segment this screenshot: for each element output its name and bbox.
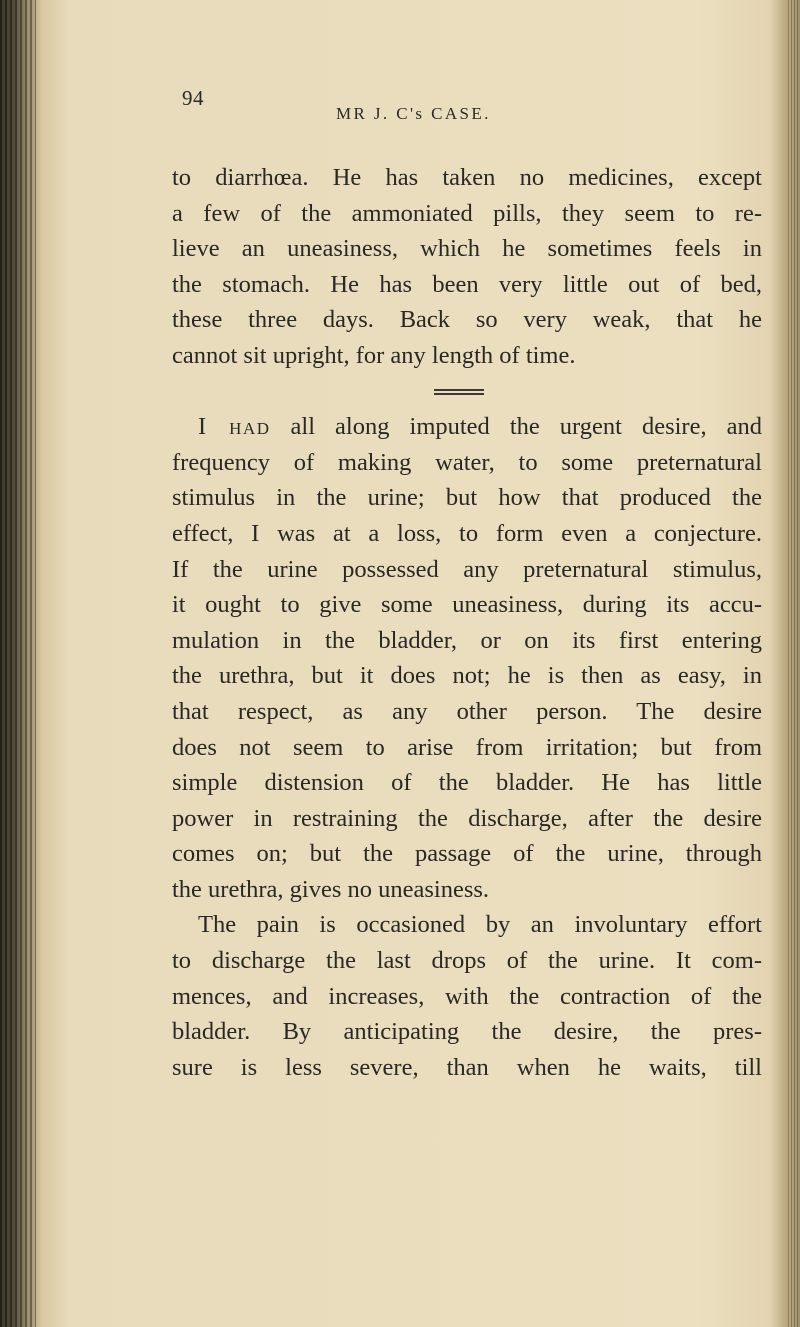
page-header [0, 78, 800, 128]
text-line: a few of the ammoniated pills, they seem to re- [172, 199, 762, 227]
text-line: frequency of making water, to some preternatural [172, 448, 762, 476]
running-head: MR J. C's CASE. [336, 104, 491, 123]
page-fore-edge [788, 0, 800, 1327]
text-line: mences, and increases, with the contraction of the [172, 982, 762, 1010]
paragraph-1 [172, 160, 762, 374]
text-line: cannot sit upright, for any length of time. [172, 341, 576, 369]
text-line: to discharge the last drops of the urine. It com- [172, 947, 762, 975]
text-line: stimulus in the urine; but how that produced the [172, 484, 762, 512]
text-line: that respect, as any other person. The desire [172, 697, 762, 725]
text-line: The pain is occasioned by an involuntary effort [198, 911, 762, 939]
text-line: power in restraining the discharge, after the desire [172, 804, 762, 832]
book-binding-edge [0, 0, 36, 1327]
paragraph-2 [172, 409, 762, 907]
text-line: mulation in the bladder, or on its first entering [172, 626, 762, 654]
text-line: If the urine possessed any preternatural stimulus, [172, 555, 762, 583]
text-line: simple distension of the bladder. He has little [172, 769, 762, 797]
first-line-rest: all along imputed the urgent desire, and [270, 413, 762, 441]
text-line: it ought to give some uneasiness, during its accu- [172, 591, 762, 619]
text-line: comes on; but the passage of the urine, through [172, 840, 762, 868]
text-line: the stomach. He has been very little out of bed, [172, 270, 762, 298]
opening-words: I had [198, 413, 271, 441]
text-line: to diarrhœa. He has taken no medicines, except [172, 164, 762, 191]
text-line: effect, I was at a loss, to form even a conjecture. [172, 519, 762, 547]
text-line: lieve an uneasiness, which he sometimes feels in [172, 235, 762, 263]
section-divider [172, 374, 762, 410]
paragraph-3 [172, 907, 762, 1085]
page-number: 94 [182, 86, 204, 110]
text-line: bladder. By anticipating the desire, the pres- [172, 1018, 762, 1046]
text-line: the urethra, gives no uneasiness. [172, 875, 490, 903]
text-line: these three days. Back so very weak, that he [172, 306, 762, 334]
double-rule [434, 389, 484, 395]
text-line-first [172, 409, 762, 445]
text-line: the urethra, but it does not; he is then as easy, in [172, 662, 762, 690]
text-line: does not seem to arise from irritation; but from [172, 733, 762, 761]
text-line: sure is less severe, than when he waits, till [172, 1053, 762, 1081]
body-text [172, 160, 762, 1085]
